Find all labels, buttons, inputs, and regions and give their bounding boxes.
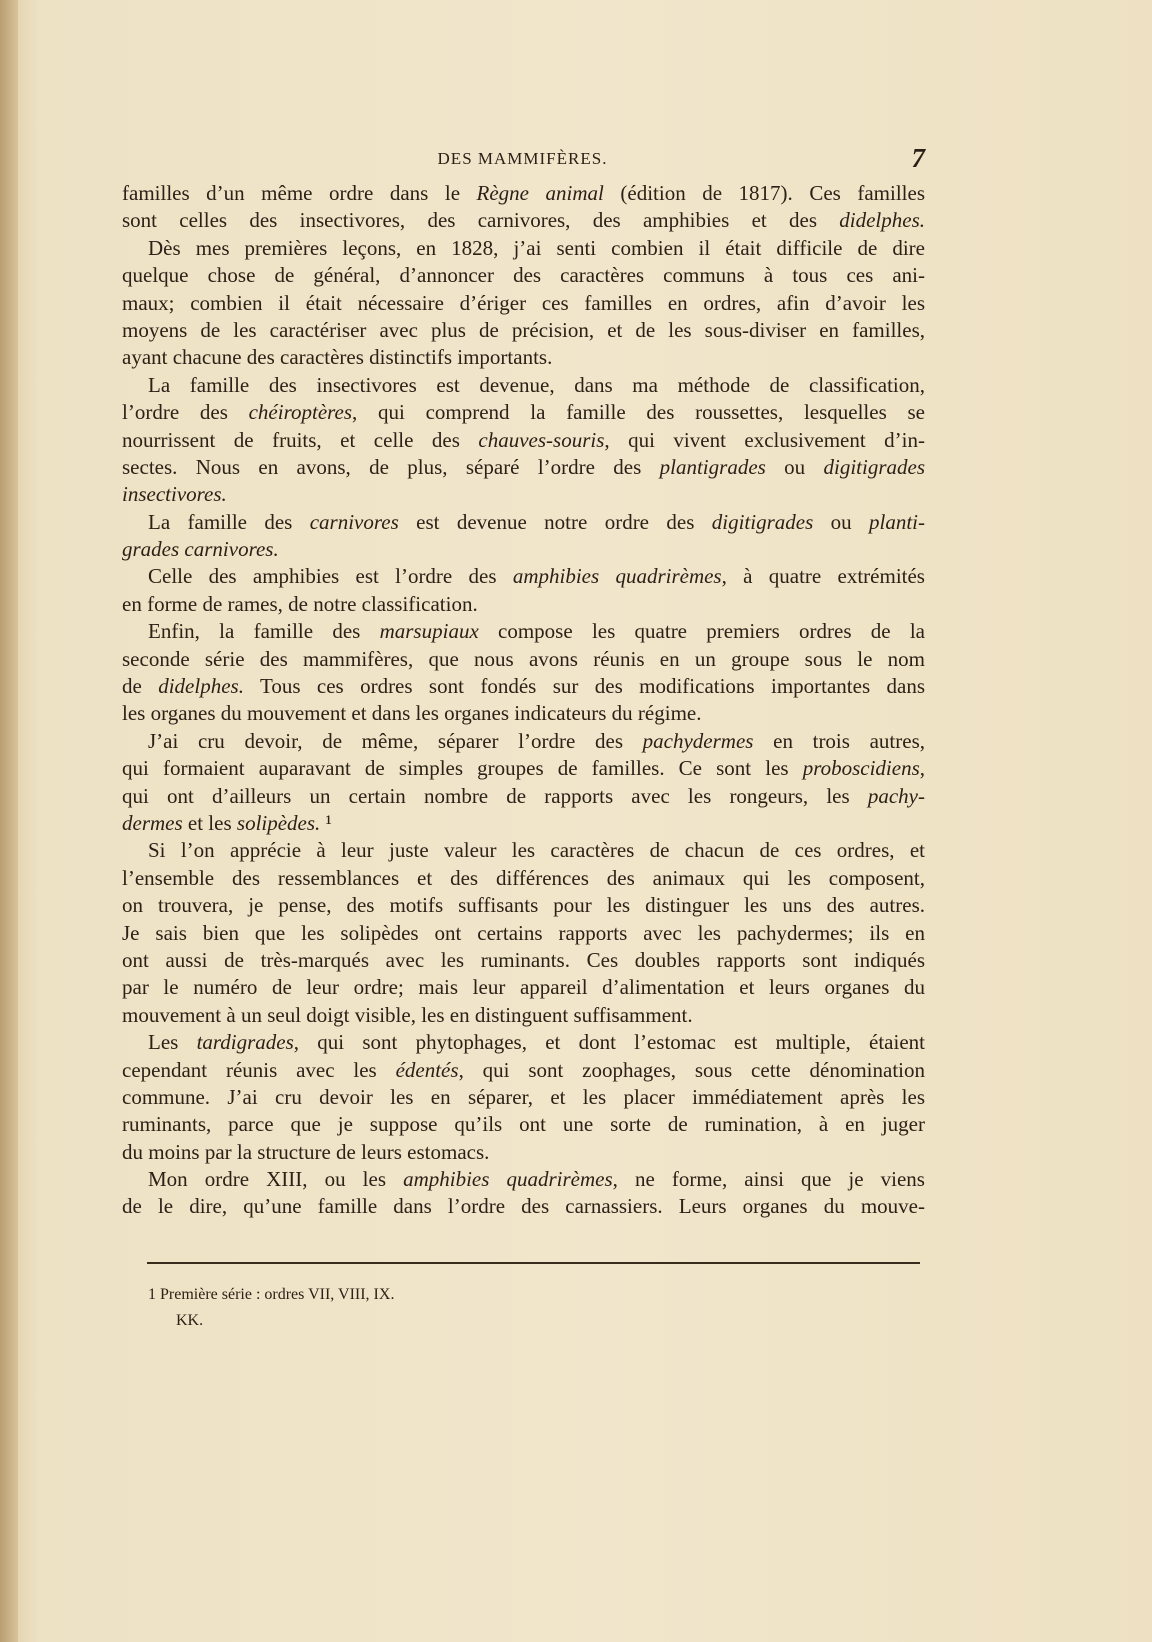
text-line: La famille des carnivores est devenue notre ordre des digitigrades ou planti- xyxy=(148,509,926,534)
running-head: DES MAMMIFÈRES. xyxy=(437,149,608,168)
text-line: qui ont d’ailleurs un certain nombre de rapports avec les rongeurs, les pachy- xyxy=(122,783,925,808)
text-line: qui formaient auparavant de simples groupes de familles. Ce sont les proboscidiens, xyxy=(122,756,925,781)
text-line: ont aussi de très-marqués avec les ruminants. Ces doubles rapports sont indiqués xyxy=(122,947,925,972)
footnote-rule xyxy=(147,1262,920,1264)
text-line: du moins par la structure de leurs estomacs. xyxy=(122,1139,490,1164)
text-line: par le numéro de leur ordre; mais leur appareil d’alimentation et leurs organes du xyxy=(122,975,925,1000)
text-line: dermes et les solipèdes. ¹ xyxy=(122,810,332,835)
text-line: J’ai cru devoir, de même, séparer l’ordre des pachydermes en trois autres, xyxy=(148,728,925,753)
text-line: Celle des amphibies est l’ordre des amphibies quadrirèmes, à quatre extrémités xyxy=(148,564,925,589)
text-line: Les tardigrades, qui sont phytophages, et dont l’estomac est multiple, étaient xyxy=(148,1030,925,1055)
text-line: ruminants, parce que je suppose qu’ils ont une sorte de rumination, à en juger xyxy=(122,1112,925,1137)
text-line: sectes. Nous en avons, de plus, séparé l’ordre des plantigrades ou digitigrades xyxy=(122,454,925,479)
text-line: La famille des insectivores est devenue, dans ma méthode de classification, xyxy=(148,372,925,397)
text-line: grades carnivores. xyxy=(122,537,279,562)
text-line: Je sais bien que les solipèdes ont certains rapports avec les pachydermes; ils en xyxy=(122,920,925,945)
footnote-1: 1 Première série : ordres VII, VIII, IX. xyxy=(148,1286,395,1303)
text-line: en forme de rames, de notre classification. xyxy=(122,591,478,616)
text-line: les organes du mouvement et dans les organes indicateurs du régime. xyxy=(122,701,702,726)
text-line: l’ordre des chéiroptères, qui comprend la famille des roussettes, lesquelles se xyxy=(122,400,925,425)
text-line: maux; combien il était nécessaire d’ériger ces familles en ordres, afin d’avoir les xyxy=(122,290,925,315)
text-line: quelque chose de général, d’annoncer des caractères communs à tous ces ani- xyxy=(122,263,925,288)
text-line: nourrissent de fruits, et celle des chauves-souris, qui vivent exclusivement d’in- xyxy=(122,427,925,452)
text-line: moyens de les caractériser avec plus de précision, et de les sous-diviser en familles, xyxy=(122,317,925,342)
text-line: sont celles des insectivores, des carnivores, des amphibies et des didelphes. xyxy=(122,208,925,233)
text-line: de le dire, qu’une famille dans l’ordre des carnassiers. Leurs organes du mouve- xyxy=(122,1194,925,1219)
book-spine-edge xyxy=(0,0,18,1642)
page-header xyxy=(120,143,925,173)
text-line: Si l’on apprécie à leur juste valeur les caractères de chacun de ces ordres, et xyxy=(148,838,925,863)
text-line: commune. J’ai cru devoir les en séparer, et les placer immédiatement après les xyxy=(122,1084,925,1109)
text-line: insectivores. xyxy=(122,482,227,507)
text-line: Mon ordre XIII, ou les amphibies quadrirèmes, ne forme, ainsi que je viens xyxy=(148,1167,925,1192)
footnotes xyxy=(148,1282,748,1334)
text-line: mouvement à un seul doigt visible, les en distinguent suffisamment. xyxy=(122,1002,693,1027)
signature-mark: KK. xyxy=(176,1312,204,1329)
footnote-marker: ¹ xyxy=(320,810,332,835)
text-line: familles d’un même ordre dans le Règne animal (édition de 1817). Ces familles xyxy=(122,181,925,205)
text-line: ayant chacune des caractères distinctifs importants. xyxy=(122,345,553,370)
text-line: l’ensemble des ressemblances et des différences des animaux qui les composent, xyxy=(122,865,925,890)
text-line: Dès mes premières leçons, en 1828, j’ai senti combien il était difficile de dire xyxy=(148,235,925,260)
text-line: Enfin, la famille des marsupiaux compose les quatre premiers ordres de la xyxy=(148,619,925,644)
text-line: on trouvera, je pense, des motifs suffisants pour les distinguer les uns des autres. xyxy=(122,893,925,918)
page-number: 7 xyxy=(911,143,925,173)
body-text xyxy=(122,180,925,1221)
text-line: cependant réunis avec les édentés, qui sont zoophages, sous cette dénomination xyxy=(122,1057,926,1082)
text-line: seconde série des mammifères, que nous avons réunis en un groupe sous le nom xyxy=(122,646,925,671)
text-line: de didelphes. Tous ces ordres sont fondés sur des modifications importantes dans xyxy=(122,674,926,699)
